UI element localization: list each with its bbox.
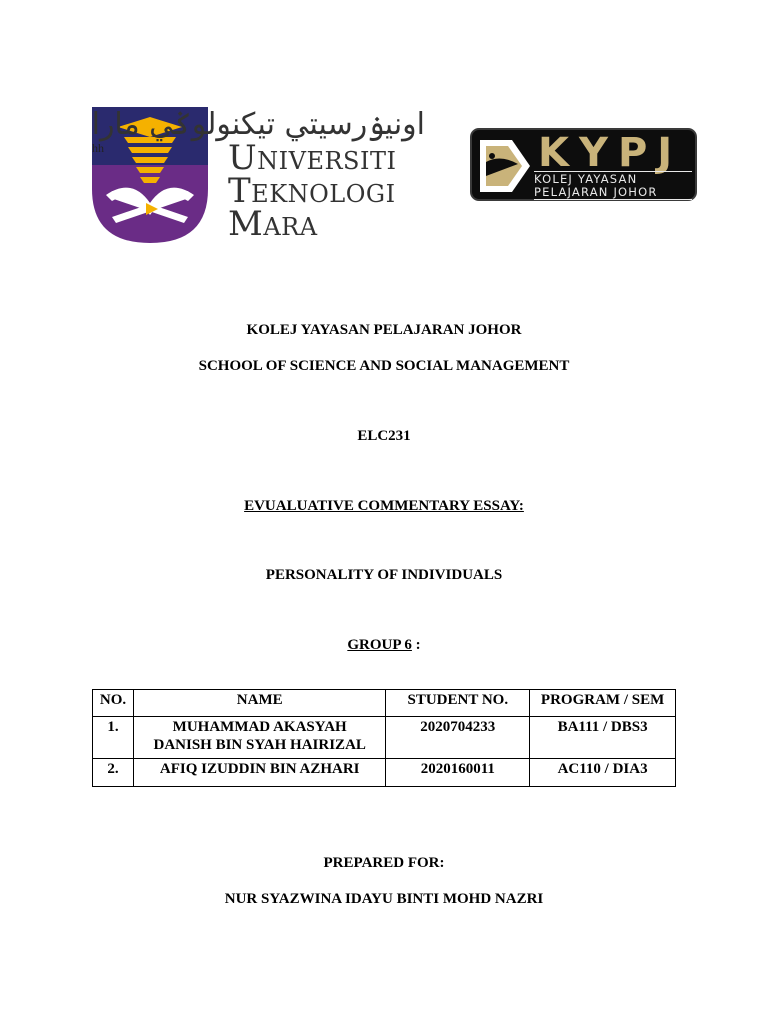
cell-no: 2.	[93, 759, 134, 787]
school-name: SCHOOL OF SCIENCE AND SOCIAL MANAGEMENT	[198, 358, 570, 374]
stray-text: hh	[92, 141, 104, 155]
kypj-acronym: KYPJ	[538, 130, 683, 176]
uitm-word-2: Teknologi	[228, 171, 396, 211]
col-header-student-no: STUDENT NO.	[386, 690, 530, 717]
kypj-subtitle-line-1: KOLEJ YAYASAN	[534, 172, 638, 186]
col-header-name: NAME	[133, 690, 385, 717]
table-header-row	[93, 690, 676, 717]
cell-name-line: AFIQ IZUDDIN BIN AZHARI	[159, 761, 360, 777]
table-row	[93, 717, 676, 759]
lecturer-name: NUR SYAZWINA IDAYU BINTI MOHD NAZRI	[224, 891, 544, 907]
uitm-wordmark	[228, 138, 397, 244]
kypj-emblem-icon	[478, 136, 534, 196]
cell-name	[133, 717, 385, 759]
essay-type-text: EVUALUATIVE COMMENTARY ESSAY:	[244, 498, 524, 514]
course-code: ELC231	[357, 428, 411, 444]
essay-title: PERSONALITY OF INDIVIDUALS	[265, 567, 503, 583]
cell-no: 1.	[93, 717, 134, 759]
cell-name	[133, 759, 385, 787]
kypj-logo	[470, 128, 697, 201]
cell-program: AC110 / DIA3	[530, 759, 676, 787]
institution-name: KOLEJ YAYASAN PELAJARAN JOHOR	[246, 322, 522, 338]
uitm-jawi-text: اونيۏرسيتي تيكنولوݢي مارا	[91, 107, 425, 142]
col-header-no: NO.	[93, 690, 134, 717]
members-table	[92, 689, 676, 787]
prepared-for-label: PREPARED FOR:	[323, 855, 445, 871]
table-row	[93, 759, 676, 787]
cell-student-no: 2020704233	[386, 717, 530, 759]
kypj-subtitle	[534, 171, 692, 200]
group-suffix: :	[411, 637, 421, 653]
uitm-word-3: Mara	[228, 204, 318, 244]
col-header-program: PROGRAM / SEM	[530, 690, 676, 717]
essay-type	[0, 497, 768, 515]
kypj-subtitle-line-2: PELAJARAN JOHOR	[534, 185, 658, 199]
group-label: GROUP 6	[347, 637, 412, 653]
cell-name-line: MUHAMMAD AKASYAH	[172, 719, 347, 735]
logo-header	[0, 0, 768, 260]
cell-student-no: 2020160011	[386, 759, 530, 787]
cell-name-line: DANISH BIN SYAH HAIRIZAL	[153, 737, 366, 753]
cell-program: BA111 / DBS3	[530, 717, 676, 759]
uitm-word-1: Universiti	[228, 138, 397, 178]
group-heading	[0, 636, 768, 654]
